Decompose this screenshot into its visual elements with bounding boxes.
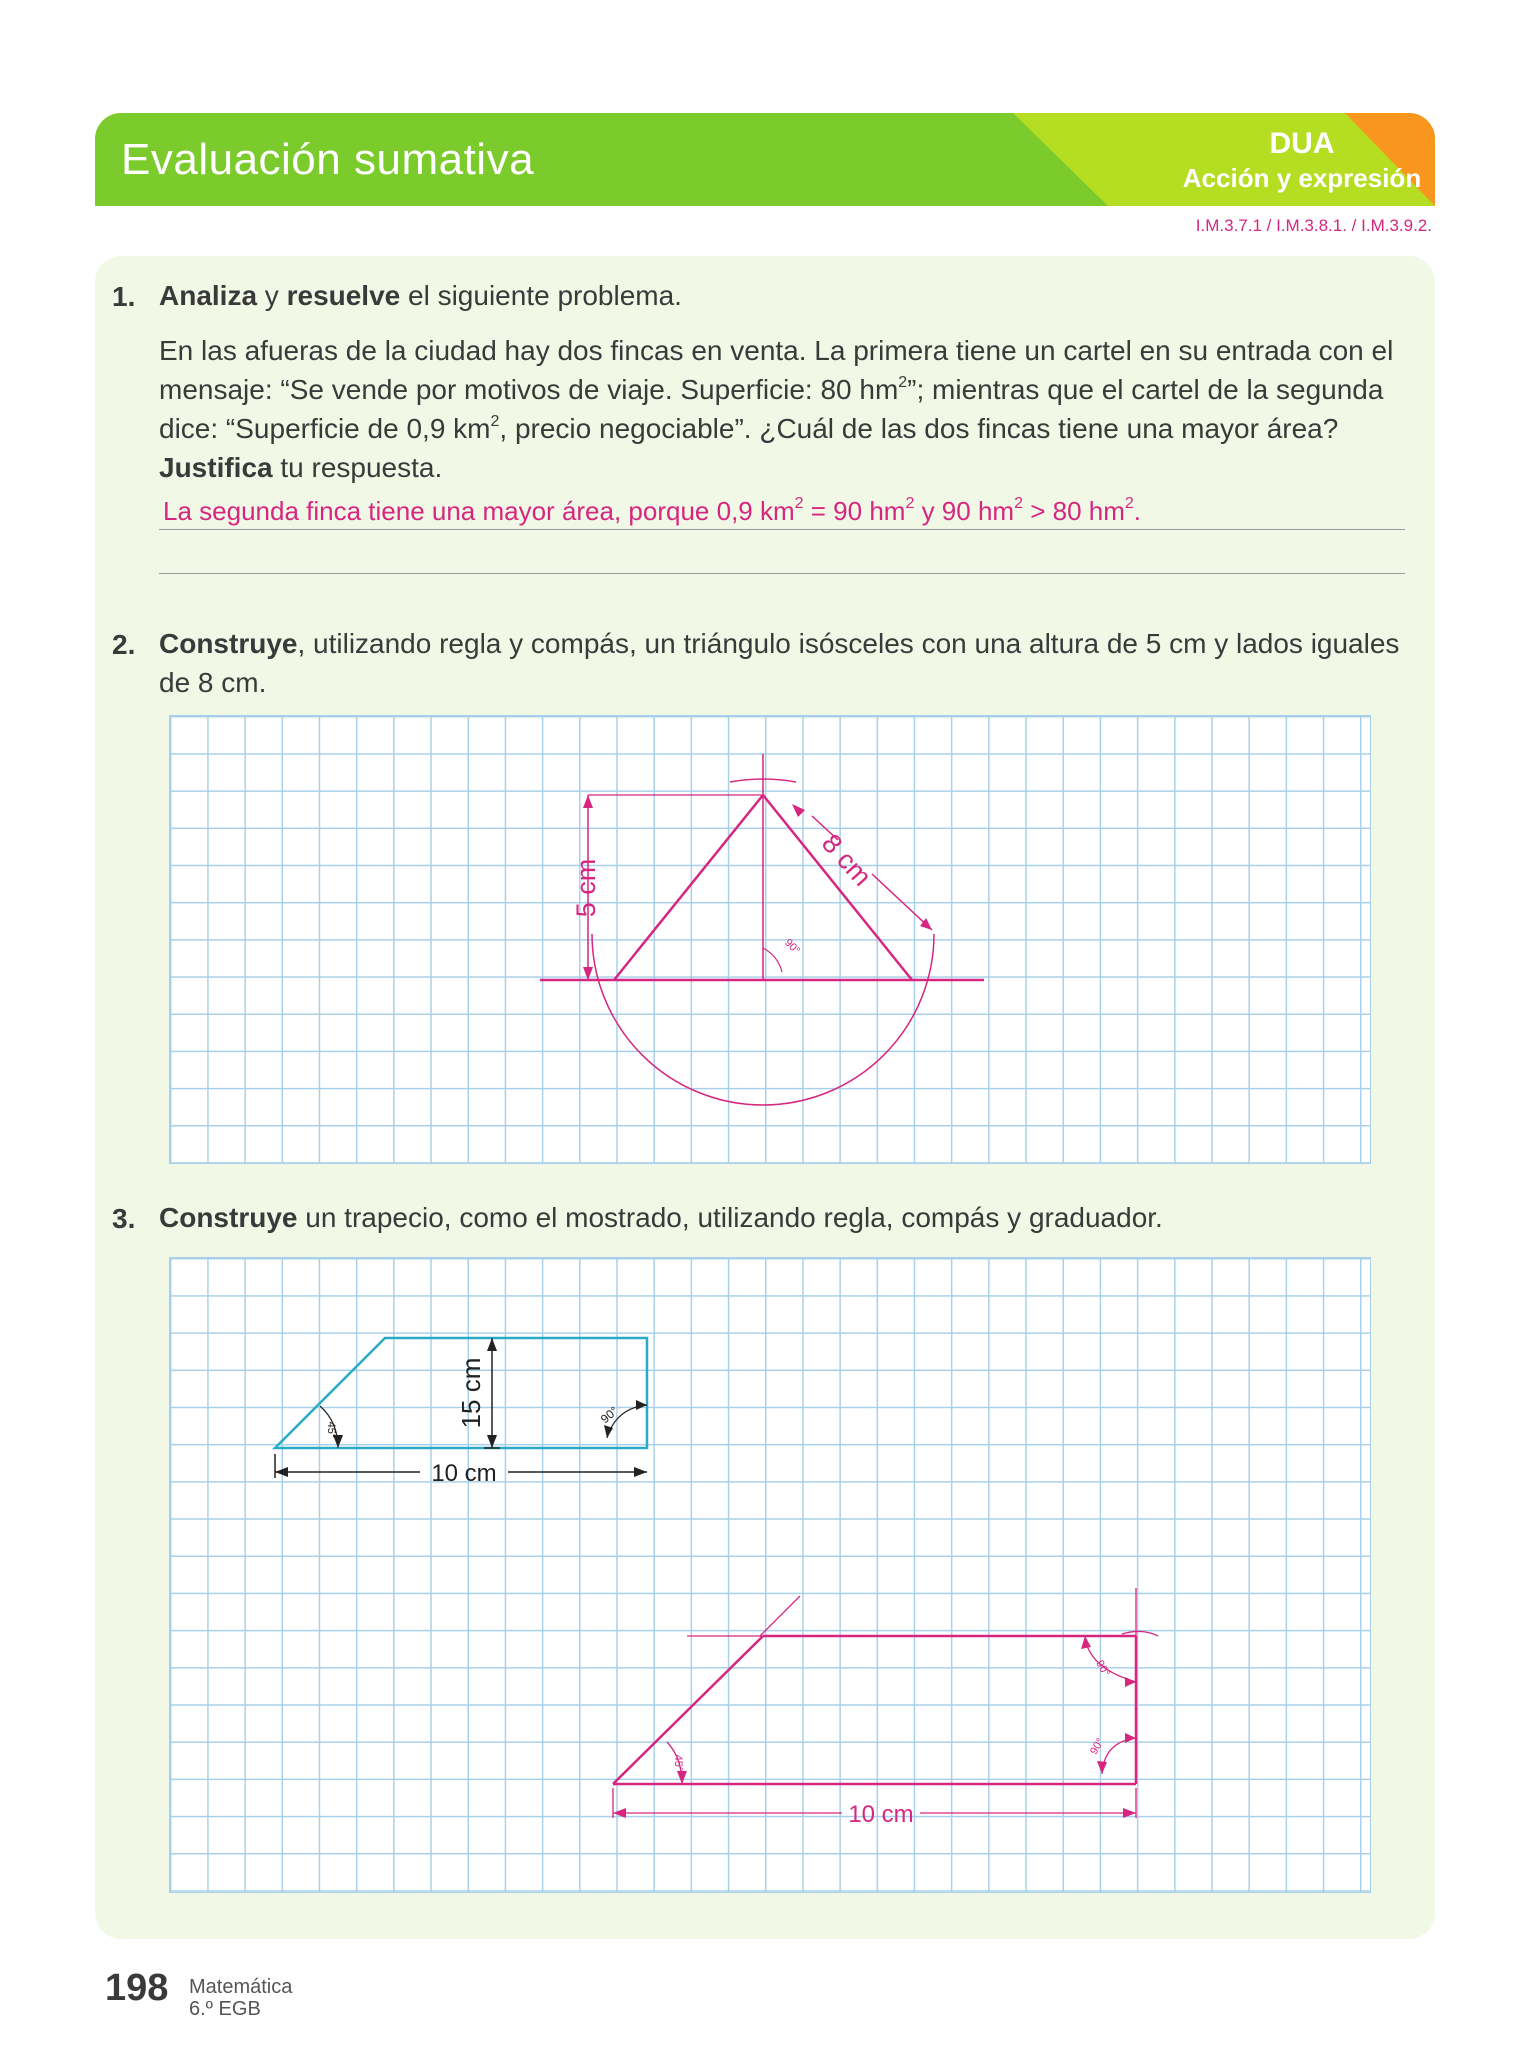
- model-trapezoid: [275, 1338, 647, 1487]
- right-angle-arc: [763, 948, 782, 972]
- triangle-construction: [170, 716, 1372, 1165]
- answer-part: .: [1133, 496, 1142, 526]
- constructed-angle-left-label: 45°: [672, 1754, 684, 1772]
- arrowhead: [792, 804, 805, 817]
- constructed-base-label: 10 cm: [848, 1801, 914, 1828]
- question-1-answer: [163, 496, 1141, 527]
- header-bar: [95, 113, 1435, 206]
- question-3-prompt: [159, 1198, 1163, 1237]
- side-label: 8 cm: [815, 828, 878, 892]
- q2-prompt-rest: , utilizando regla y compás, un triángulo isósceles con una altura de 5 cm y lados iguales de 8 cm.: [159, 628, 1400, 698]
- side-dimension-line: [872, 874, 932, 930]
- q3-verb-construye: Construye: [159, 1202, 298, 1233]
- constructed-angle-top-label: 90°: [1093, 1658, 1112, 1679]
- question-3-number: 3.: [112, 1203, 136, 1234]
- arrowhead: [677, 1771, 687, 1784]
- page-title: Evaluación sumativa: [121, 135, 535, 184]
- height-label: 5 cm: [571, 858, 601, 918]
- answer-part: = 90 hm: [803, 496, 906, 526]
- model-angle-right-label: 90°: [597, 1403, 621, 1427]
- answer-part: La segunda finca tiene una mayor área, porque 0,9 km: [163, 496, 795, 526]
- question-1-number: 1.: [112, 281, 136, 312]
- arrowhead: [1125, 1733, 1136, 1743]
- arrowhead: [1125, 1677, 1136, 1687]
- answer-sup: 2: [905, 495, 915, 513]
- arrowhead: [275, 1467, 288, 1477]
- arrowhead: [487, 1338, 497, 1351]
- answer-sup: 2: [1014, 495, 1023, 513]
- q1-body-part1: En las afueras de la ciudad hay dos fincas en venta. La primera tiene un cartel en su entrada con el mensaje: “Se vende por motivos de viaje. Superficie: 80 hm: [159, 335, 1394, 405]
- angle-arc-right-top: [1085, 1636, 1136, 1682]
- q3-prompt-rest: un trapecio, como el mostrado, utilizando regla, compás y graduador.: [297, 1202, 1163, 1233]
- arrowhead: [613, 1808, 626, 1818]
- constructed-trapezoid: [613, 1588, 1158, 1828]
- trapezoid-drawings: [170, 1258, 1372, 1894]
- answer-line-2: [159, 573, 1405, 574]
- grid-question-3: [169, 1257, 1371, 1893]
- question-1-body: [159, 331, 1409, 487]
- triangle-right-side: [763, 795, 912, 980]
- answer-sup: 2: [794, 495, 804, 513]
- arrowhead: [583, 967, 593, 980]
- page-number: 198: [105, 1967, 169, 2009]
- arrowhead: [1081, 1636, 1091, 1649]
- question-2-prompt: [159, 624, 1419, 702]
- q1-conj: y: [257, 280, 287, 311]
- construction-extension: [760, 1596, 800, 1636]
- constructed-slant-side: [613, 1636, 763, 1784]
- arrowhead: [1097, 1761, 1107, 1774]
- grid-question-2: [169, 715, 1371, 1164]
- dua-subtitle: Acción y expresión: [1182, 163, 1422, 193]
- arrowhead: [1123, 1808, 1136, 1818]
- arrowhead: [634, 1467, 647, 1477]
- indicator-codes: I.M.3.7.1 / I.M.3.8.1. / I.M.3.9.2.: [1195, 216, 1432, 235]
- arrowhead: [487, 1435, 497, 1448]
- arrowhead: [583, 795, 593, 808]
- angle-label: 90°: [781, 936, 803, 958]
- model-base-label: 10 cm: [431, 1460, 497, 1487]
- q1-body-part3: , precio negociable”. ¿Cuál de las dos fincas tiene una mayor área?: [499, 413, 1339, 444]
- answer-part: > 80 hm: [1022, 496, 1125, 526]
- answer-sup: 2: [1124, 495, 1134, 513]
- q1-verb-resuelve: resuelve: [286, 280, 401, 311]
- footer-grade: 6.º EGB: [189, 1998, 261, 2020]
- triangle-left-side: [614, 795, 763, 980]
- model-angle-left-label: 45°: [325, 1421, 337, 1439]
- angle-arc-right-bottom: [1102, 1738, 1136, 1774]
- dua-title: DUA: [1269, 127, 1335, 160]
- question-1-prompt: [159, 276, 682, 315]
- q1-prompt-rest: el siguiente problema.: [400, 280, 682, 311]
- model-height-label: 15 cm: [456, 1357, 486, 1429]
- answer-part: y 90 hm: [914, 496, 1015, 526]
- q2-verb-construye: Construye: [159, 628, 298, 659]
- q1-sup1: 2: [898, 373, 908, 391]
- q1-sup2: 2: [490, 412, 500, 430]
- arrowhead: [636, 1400, 647, 1410]
- footer-subject: Matemática: [189, 1976, 293, 1998]
- q1-body-part2: ”; mientras que el cartel de la segunda dice: “Superficie de 0,9 km: [159, 374, 1384, 444]
- answer-line-1: [159, 529, 1405, 530]
- q1-justify-rest: tu respuesta.: [272, 452, 443, 483]
- q1-justifica: Justifica: [159, 452, 273, 483]
- q1-verb-analiza: Analiza: [159, 280, 258, 311]
- question-2-number: 2.: [112, 629, 136, 660]
- constructed-angle-bottom-label: 90°: [1088, 1736, 1107, 1757]
